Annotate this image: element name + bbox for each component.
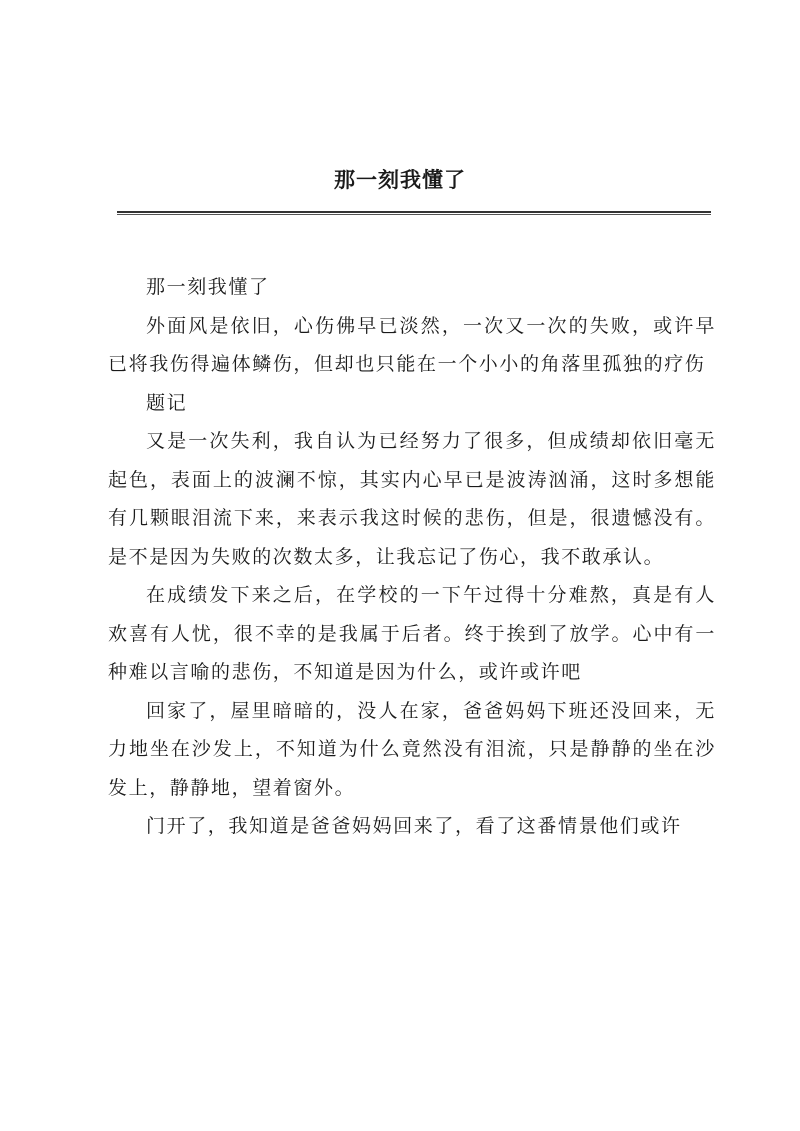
paragraph: 那一刻我懂了 bbox=[146, 276, 270, 298]
paragraph: 回家了，屋里暗暗的，没人在家，爸爸妈妈下班还没回来，无力地坐在沙发上，不知道为什么竟然没有泪流，只是静静的坐在沙发上，静静地，望着窗外。 bbox=[108, 699, 716, 799]
paragraph: 门开了，我知道是爸爸妈妈回来了，看了这番情景他们或许 bbox=[146, 815, 682, 837]
paragraph: 又是一次失利，我自认为已经努力了很多，但成绩却依旧毫无起色，表面上的波澜不惊，其实内心早已是波涛汹涌，这时多想能有几颗眼泪流下来，来表示我这时候的悲伤，但是，很遗憾没有。是不是因为失败的次数太多，让我忘记了伤心，我不敢承认。 bbox=[108, 430, 716, 568]
paragraph: 外面风是依旧，心伤佛早已淡然，一次又一次的失败，或许早已将我伤得遍体鳞伤，但却也只能在一个小小的角落里孤独的疗伤 bbox=[108, 314, 716, 375]
paragraph: 题记 bbox=[146, 391, 188, 414]
title-divider-thin bbox=[117, 214, 711, 215]
paragraph: 在成绩发下来之后，在学校的一下午过得十分难熬，真是有人欢喜有人忧，很不幸的是我属于后者。终于挨到了放学。心中有一种难以言喻的悲伤，不知道是因为什么，或许或许吧 bbox=[108, 584, 716, 683]
document-title: 那一刻我懂了 bbox=[334, 168, 466, 192]
title-divider bbox=[117, 211, 711, 213]
document-body bbox=[108, 268, 716, 846]
